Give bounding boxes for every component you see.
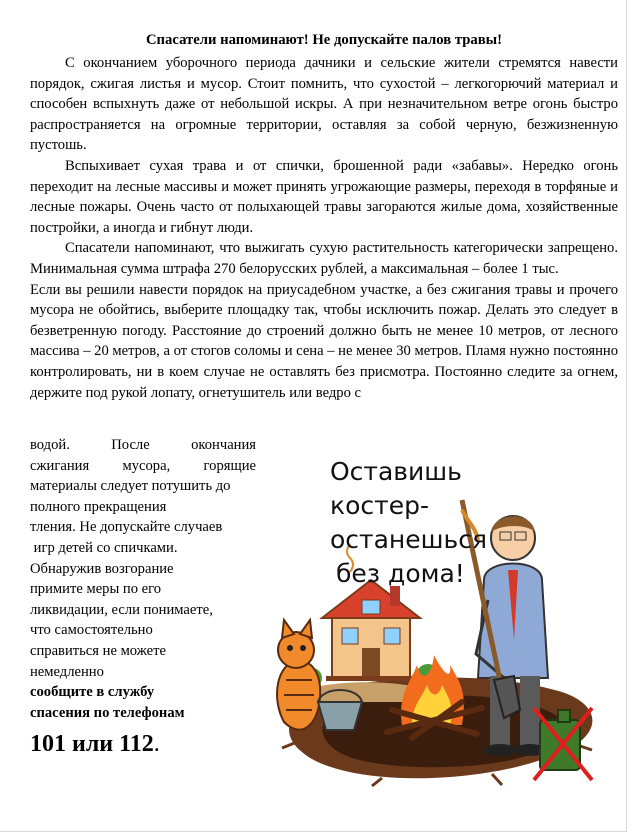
text-line: Обнаружив возгорание [30,560,174,577]
emergency-phone-numbers [30,727,256,761]
left-column-text [30,435,256,761]
slogan-line: Оставишь костер- [330,457,462,520]
emergency-call-text: сообщите в службу [30,684,155,701]
text-line: материалы следует потушить до [30,478,231,495]
text-line: игр детей со спичками. [30,539,178,556]
article-title: Спасатели напоминают! Не допускайте палов травы! [145,32,503,48]
slogan-line: останешься [330,525,488,554]
crossed-fuel-can-icon [534,708,592,780]
text-line: полного прекращения [30,498,167,515]
phone-period: . [153,731,160,758]
text-line: справиться не можете [30,642,166,659]
emergency-call-text: спасения по телефонам [30,704,185,721]
phone-numbers: 101 или 112 [30,731,154,758]
text-line: ликвидации, если понимаете, [30,601,213,618]
text-line: тления. Не допускайте случаев [30,519,223,536]
text-line: что самостоятельно [30,622,153,639]
paragraph-2: Вспыхивает сухая трава и от спички, брошенной ради «забавы». Нередко огонь переходит на лесные массивы и может принять угрожающие размеры, переходя в торфяные и лесные пожары. Очень часто от полыхающей травы загораются жилые дома, хозяйственные постройки, а иногда и гибнут люди. [30,157,618,236]
text-line: сжигания мусора, горящие [30,457,256,474]
text-line: немедленно [30,663,104,680]
illustration-slogan [330,455,560,591]
article [30,30,618,403]
paragraph-1: С окончанием уборочного периода дачники и сельские жители стремятся навести порядок, сжигая листья и мусор. Стоит помнить, что сухостой – легкогорючий материал и способен вспыхнуть даже от небольшой искры. А при незначительном ветре огонь быстро распространяется на огромные территории, оставляя за собой черную, безжизненную пустошь. [30,55,618,154]
slogan-line: без дома! [336,559,465,588]
text-line: водой. После окончания [30,437,256,453]
text-line: примите меры по его [30,581,162,598]
paragraph-3: Спасатели напоминают, что выжигать сухую растительность категорически запрещено. Минимальная сумма штрафа 270 белорусских рублей, а максимальная – более 1 тыс. [30,240,618,277]
paragraph-4: Если вы решили навести порядок на приусадебном участке, а без сжигания травы и прочего мусора не обойтись, выберите площадку так, чтобы исключить пожар. Делать это следует в безветренную погоду. Расстояние до строений должно быть не менее 10 метров, от лесного массива – 20 метров, а от стогов соломы и сена – не менее 30 метров. Пламя нужно постоянно контролировать, ни в коем случае не оставлять без присмотра. Постоянно следите за огнем, держите под рукой лопату, огнетушитель или ведро с [30,281,618,401]
